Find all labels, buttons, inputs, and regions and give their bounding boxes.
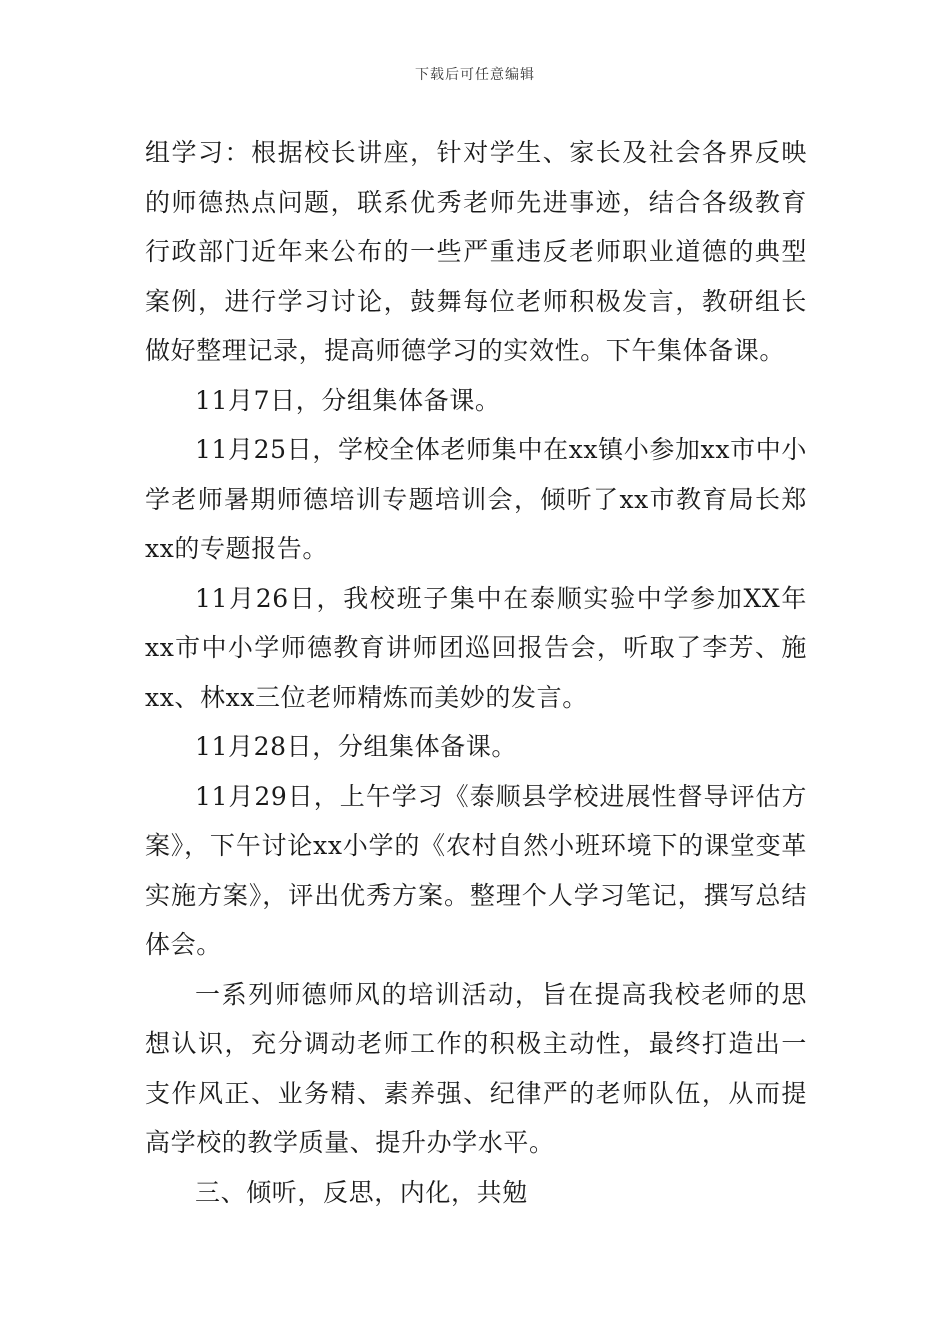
paragraph-nov-25: 11月25日，学校全体老师集中在xx镇小参加xx市中小学老师暑期师德培训专题培训会，倾听了xx市教育局长郑xx的专题报告。: [145, 435, 807, 563]
paragraph-nov-7: 11月7日，分组集体备课。: [195, 385, 501, 415]
paragraph-nov-28: 11月28日，分组集体备课。: [195, 732, 518, 761]
section-heading: 三、倾听，反思，内化，共勉: [195, 1177, 528, 1207]
document-body: [145, 128, 807, 1217]
paragraph-summary: 一系列师德师风的培训活动，旨在提高我校老师的思想认识，充分调动老师工作的积极主动性，最终打造出一支作风正、业务精、素养强、纪律严的老师队伍，从而提高学校的教学质量、提升办学水平。: [145, 979, 807, 1157]
paragraph-nov-26: 11月26日，我校班子集中在泰顺实验中学参加XX年xx市中小学师德教育讲师团巡回报告会，听取了李芳、施xx、林xx三位老师精炼而美妙的发言。: [145, 583, 807, 712]
page-header: 下载后可任意编辑: [415, 67, 535, 83]
paragraph-continued: 组学习：根据校长讲座，针对学生、家长及社会各界反映的师德热点问题，联系优秀老师先进事迹，结合各级教育行政部门近年来公布的一些严重违反老师职业道德的典型案例，进行学习讨论，鼓舞每位老师积极发言，教研组长做好整理记录，提高师德学习的实效性。下午集体备课。: [145, 138, 807, 365]
paragraph-nov-29: 11月29日，上午学习《泰顺县学校进展性督导评估方案》，下午讨论xx小学的《农村自然小班环境下的课堂变革实施方案》，评出优秀方案。整理个人学习笔记，撰写总结体会。: [145, 781, 807, 959]
